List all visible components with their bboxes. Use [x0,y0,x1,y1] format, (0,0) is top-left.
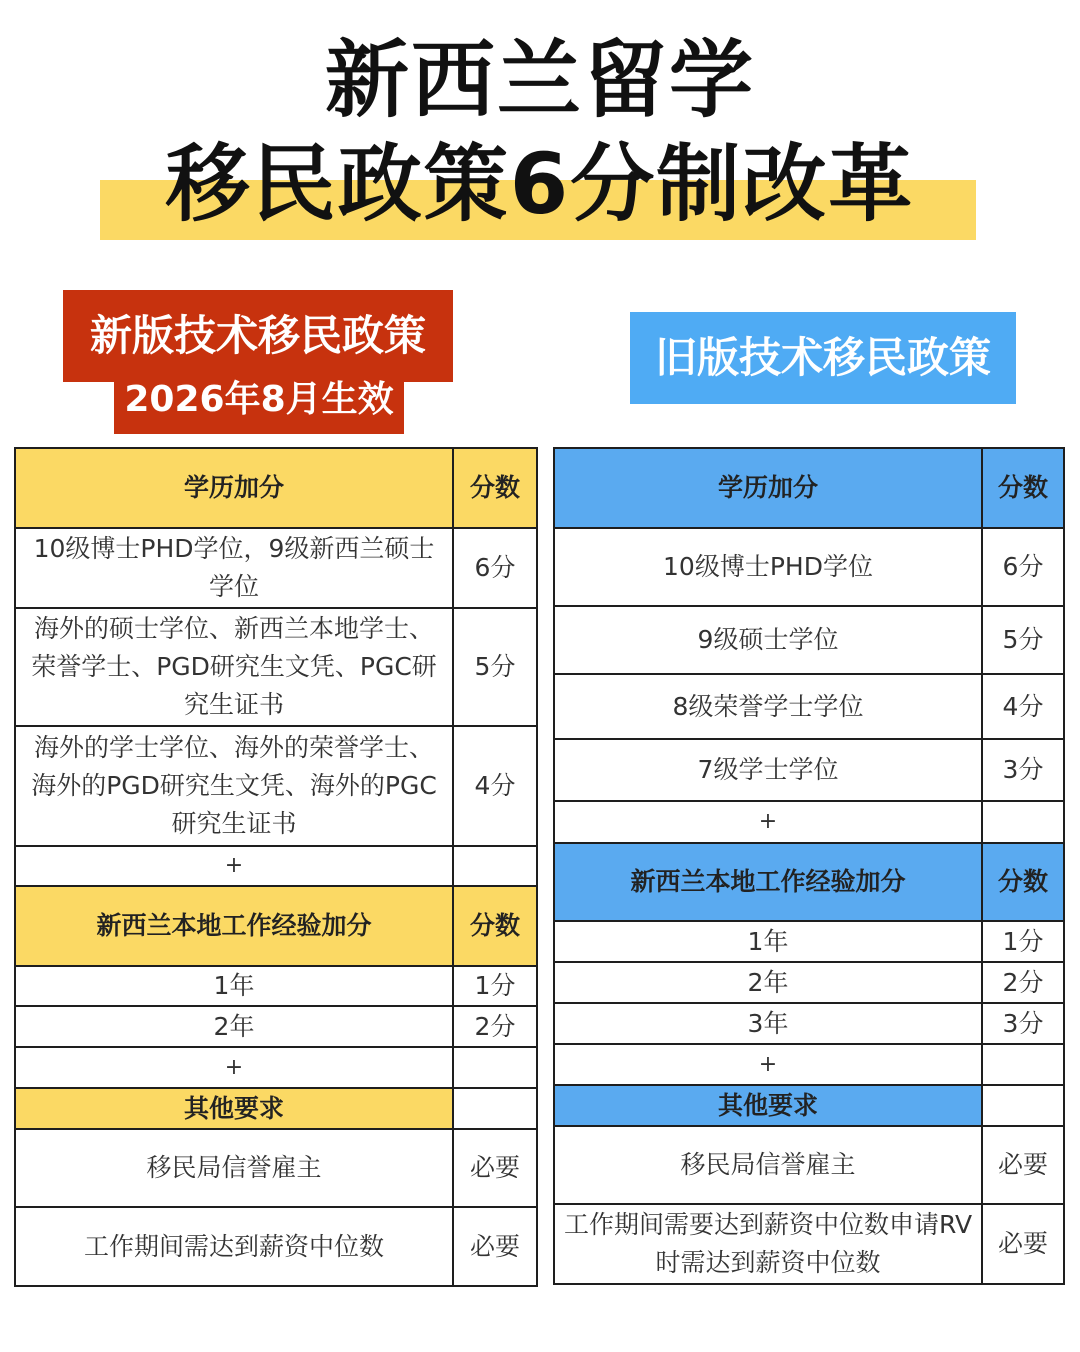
score-header: 分数 [453,448,537,528]
empty-cell [982,1044,1064,1085]
work-item: 1年 [554,921,982,962]
education-header: 学历加分 [15,448,453,528]
education-item: 海外的硕士学位、新西兰本地学士、荣誉学士、PGD研究生文凭、PGC研究生证书 [15,608,453,726]
education-header-row [15,448,537,528]
education-score: 5分 [982,606,1064,674]
old-policy-badge-title: 旧版技术移民政策 [654,333,991,382]
page-title-line-1: 新西兰留学 [324,31,755,129]
other-item: 移民局信誉雇主 [15,1129,453,1207]
other-header: 其他要求 [554,1085,982,1126]
work-score: 3分 [982,1003,1064,1044]
work-item: 2年 [15,1006,453,1047]
education-item: 10级博士PHD学位，9级新西兰硕士学位 [15,528,453,608]
work-score: 2分 [453,1006,537,1047]
other-header: 其他要求 [15,1088,453,1129]
score-header: 分数 [982,843,1064,921]
plus-sign: + [15,1047,453,1088]
other-value: 必要 [453,1129,537,1207]
work-header-row [15,886,537,966]
table-row [554,739,1064,801]
other-item: 移民局信誉雇主 [554,1126,982,1204]
table-row [15,966,537,1006]
other-item: 工作期间需要达到薪资中位数申请RV时需达到薪资中位数 [554,1204,982,1284]
education-item: 10级博士PHD学位 [554,528,982,606]
table-row [15,1207,537,1286]
table-row [554,1204,1064,1284]
plus-row [15,1047,537,1088]
table-row [15,1006,537,1047]
table-row [15,1129,537,1207]
plus-row [15,846,537,886]
work-header: 新西兰本地工作经验加分 [15,886,453,966]
education-score: 6分 [982,528,1064,606]
education-score: 3分 [982,739,1064,801]
table-row [554,1003,1064,1044]
empty-cell [453,1088,537,1129]
work-item: 1年 [15,966,453,1006]
other-header-row [554,1085,1064,1126]
plus-row [554,801,1064,843]
other-item: 工作期间需达到薪资中位数 [15,1207,453,1286]
work-item: 2年 [554,962,982,1003]
table-row [554,606,1064,674]
other-value: 必要 [982,1204,1064,1284]
empty-cell [453,1047,537,1088]
work-header-row [554,843,1064,921]
table-row [554,1126,1064,1204]
empty-cell [982,801,1064,843]
work-header: 新西兰本地工作经验加分 [554,843,982,921]
education-item: 7级学士学位 [554,739,982,801]
new-policy-badge-date: 2026年8月生效 [124,379,394,420]
table-row [554,528,1064,606]
table-row [554,962,1064,1003]
education-item: 海外的学士学位、海外的荣誉学士、海外的PGD研究生文凭、海外的PGC研究生证书 [15,726,453,846]
plus-row [554,1044,1064,1085]
education-item: 8级荣誉学士学位 [554,674,982,739]
empty-cell [453,846,537,886]
education-item: 9级硕士学位 [554,606,982,674]
education-header-row [554,448,1064,528]
new-policy-table [14,447,538,1287]
page-title-line-2: 移民政策6分制改革 [165,135,915,233]
old-policy-table [553,447,1065,1285]
education-score: 4分 [453,726,537,846]
education-score: 4分 [982,674,1064,739]
empty-cell [982,1085,1064,1126]
education-header: 学历加分 [554,448,982,528]
plus-sign: + [554,1044,982,1085]
table-row [554,921,1064,962]
plus-sign: + [15,846,453,886]
other-header-row [15,1088,537,1129]
table-row [15,608,537,726]
new-policy-badge-title: 新版技术移民政策 [89,311,426,360]
other-value: 必要 [453,1207,537,1286]
work-item: 3年 [554,1003,982,1044]
education-score: 6分 [453,528,537,608]
other-value: 必要 [982,1126,1064,1204]
work-score: 1分 [453,966,537,1006]
education-score: 5分 [453,608,537,726]
score-header: 分数 [982,448,1064,528]
table-row [554,674,1064,739]
table-row [15,726,537,846]
plus-sign: + [554,801,982,843]
table-row [15,528,537,608]
score-header: 分数 [453,886,537,966]
work-score: 1分 [982,921,1064,962]
work-score: 2分 [982,962,1064,1003]
